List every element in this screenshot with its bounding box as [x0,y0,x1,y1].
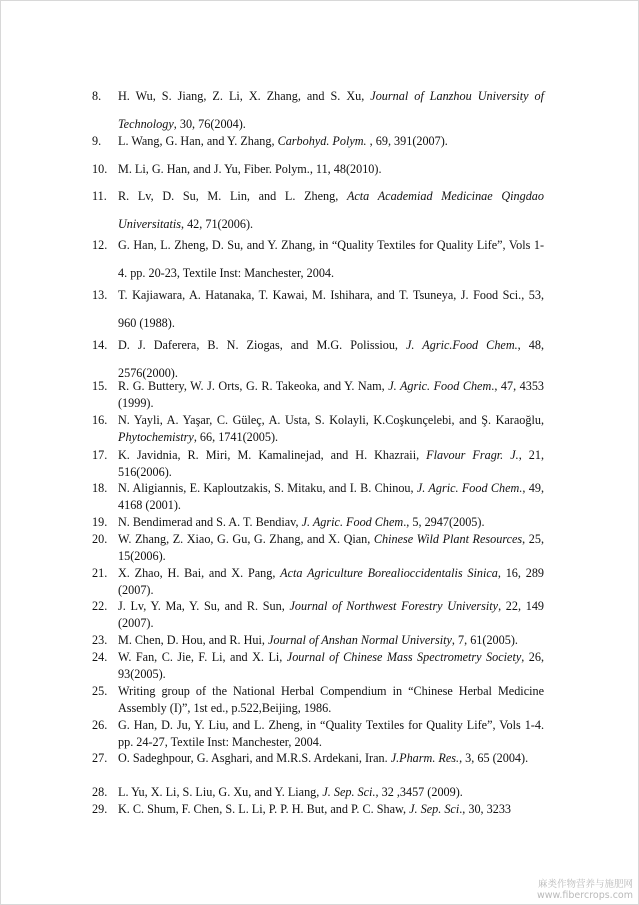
reference-number: 27. [92,751,108,765]
reference-segment: K. Javidnia, R. Miri, M. Kamalinejad, and H. Khazraii, [118,448,427,462]
reference-number: 28. [92,785,108,799]
reference-text [118,717,544,750]
reference-number: 26. [92,718,108,732]
reference-item [92,598,544,631]
reference-text [118,480,544,513]
reference-segment: , 3, 65 (2004). [459,751,529,765]
reference-text [118,750,544,767]
reference-segment: ., 47, 4353 (1999). [118,379,545,410]
reference-number: 19. [92,515,108,529]
reference-segment: N. Aligiannis, E. Kaploutzakis, S. Mitaku, and I. B. Chinou, [118,481,417,495]
reference-number: 21. [92,566,108,580]
reference-number: 12. [92,238,108,252]
reference-segment: W. Zhang, Z. Xiao, G. Gu, G. Zhang, and X. Qian, [118,532,374,546]
reference-number: 23. [92,633,108,647]
reference-segment: K. C. Shum, F. Chen, S. L. Li, P. P. H. But, and P. C. Shaw, [118,802,410,816]
reference-segment: , 49, 4168 (2001). [118,481,544,512]
reference-item [92,480,544,513]
reference-number: 29. [92,802,108,816]
reference-text [118,649,544,682]
site-watermark [537,879,633,901]
reference-item [92,801,544,818]
reference-item [92,649,544,682]
reference-segment: R. Lv, D. Su, M. Lin, and L. Zheng, [118,189,347,203]
reference-segment: M. Li, G. Han, and J. Yu, Fiber. Polym., 11, 48(2010). [118,162,382,176]
reference-text [118,182,544,238]
reference-number: 14. [92,338,108,352]
reference-text [118,683,544,716]
reference-number: 9. [92,134,102,148]
reference-text [118,565,544,598]
reference-number: 13. [92,288,108,302]
reference-segment: , 26, 93(2005). [118,650,544,681]
journal-title: Journal of Northwest Forestry University [289,599,499,613]
journal-title: J. Agric. Food Chem [301,515,404,529]
reference-segment: T. Kajiawara, A. Hatanaka, T. Kawai, M. Ishihara, and T. Tsuneya, J. Food Sci., 53, 960 (1988). [118,288,544,330]
reference-segment: , 66, 1741(2005). [193,429,279,444]
journal-title: Phytochemistry [118,429,194,444]
reference-segment: , 42, 71(2006). [180,217,254,231]
reference-segment: N. Yayli, A. Yaşar, C. Güleç, A. Usta, S. Kolayli, K.Coşkunçelebi, and Ş. Karaoğlu, [118,413,544,427]
reference-segment: O. Sadeghpour, G. Asghari, and M.R.S. Ardekani, Iran. [118,751,391,765]
journal-title: Journal of Anshan Normal University [267,633,452,647]
journal-title: Chinese Wild Plant Resources [373,532,523,546]
journal-title: Acta Agriculture Borealioccidentalis Sinica [280,566,498,580]
reference-segment: , 16, 289 (2007). [118,566,545,597]
journal-title: J. Agric.Food Chem. [406,338,518,352]
reference-number: 18. [92,481,108,495]
reference-segment: 32 ,3457 (2009). [378,785,463,799]
reference-number: 10. [92,162,108,176]
reference-number: 15. [92,379,108,393]
reference-item [92,784,544,801]
reference-text [118,231,544,287]
journal-title: J. Agric. Food Chem [388,379,492,393]
reference-segment: M. Chen, D. Hou, and R. Hui, [118,633,268,647]
reference-item [92,281,544,337]
reference-segment: D. J. Daferera, B. N. Ziogas, and M.G. Polissiou, [118,338,407,352]
reference-segment: R. G. Buttery, W. J. Orts, G. R. Takeoka, and Y. Nam, [118,379,389,393]
reference-item [92,750,544,767]
reference-number: 24. [92,650,108,664]
reference-segment: ., 30, 3233 [459,802,512,816]
journal-title: J.Pharm. Res. [390,751,460,765]
reference-segment: , 25, 15(2006). [118,532,544,563]
reference-item [92,447,544,480]
watermark-line-2: www.fibercrops.com [536,890,633,901]
reference-item [92,632,544,649]
reference-segment: G. Han, D. Ju, Y. Liu, and L. Zheng, in “Quality Textiles for Quality Life”, Vols 1-4. pp. 24-27, Textile Inst: Manchester, 2004. [118,718,544,749]
journal-title: Journal of Lanzhou University of Technology [118,89,544,131]
reference-text [118,412,544,445]
reference-item [92,182,544,238]
watermark-line-1: 麻类作物营养与施肥网 [537,879,633,890]
reference-number: 16. [92,413,108,427]
reference-text [118,784,544,801]
reference-item [92,231,544,287]
journal-title: Flavour Fragr. J. [426,448,519,462]
reference-number: 20. [92,532,108,546]
reference-text [118,632,544,649]
reference-item [92,531,544,564]
reference-segment: H. Wu, S. Jiang, Z. Li, X. Zhang, and S. Xu, [118,89,371,103]
reference-item [92,514,544,531]
reference-segment: J. Lv, Y. Ma, Y. Su, and R. Sun, [118,599,290,613]
reference-segment: L. Wang, G. Han, and Y. Zhang, [118,134,278,148]
reference-text [118,281,544,337]
reference-segment: G. Han, L. Zheng, D. Su, and Y. Zhang, in “Quality Textiles for Quality Life”, Vols 1-4. pp. 20-23, Textile Inst: Manchester, 2004. [118,238,544,280]
reference-text [118,127,544,155]
reference-text [118,598,544,631]
journal-title: Carbohyd. Polym. [277,134,367,148]
reference-segment: X. Zhao, H. Bai, and X. Pang, [118,566,281,580]
reference-item [92,565,544,598]
journal-title: Acta Academiad Medicinae Qingdao Universitatis [118,189,544,231]
reference-text [118,801,544,818]
reference-segment: N. Bendimerad and S. A. T. Bendiav, [118,515,302,529]
reference-segment: , 69, 391(2007). [366,134,448,148]
reference-text [118,155,544,183]
reference-segment: , 21, 516(2006). [118,448,544,479]
reference-segment: L. Yu, X. Li, S. Liu, G. Xu, and Y. Liang, [118,785,323,799]
journal-title: J. Sep. Sci [409,802,460,816]
reference-number: 17. [92,448,108,462]
reference-item [92,412,544,445]
journal-title: J. Agric. Food Chem. [416,481,523,495]
reference-number: 11. [92,189,107,203]
reference-segment: , 7, 61(2005). [451,633,518,647]
reference-number: 8. [92,89,102,103]
reference-number: 22. [92,599,108,613]
journal-title: Journal of Chinese Mass Spectrometry Society [286,650,522,664]
reference-item [92,717,544,750]
reference-text [118,447,544,480]
reference-segment: Writing group of the National Herbal Compendium in “Chinese Herbal Medicine Assembly (I)”, 1st ed., p.522,Beijing, 1986. [118,684,544,715]
reference-segment: W. Fan, C. Jie, F. Li, and X. Li, [118,650,287,664]
reference-segment: ., 5, 2947(2005). [403,515,485,529]
journal-title: J. Sep. Sci., [322,785,379,799]
reference-item [92,127,544,155]
reference-text [118,531,544,564]
reference-segment: , 22, 149 (2007). [118,599,545,630]
reference-segment: , 48, 2576(2000). [118,338,544,380]
reference-number: 25. [92,684,108,698]
reference-segment: , 30, 76(2004). [173,117,246,131]
reference-item [92,683,544,716]
reference-text [118,514,544,531]
reference-text [118,378,544,411]
reference-item [92,378,544,411]
reference-item [92,155,544,183]
